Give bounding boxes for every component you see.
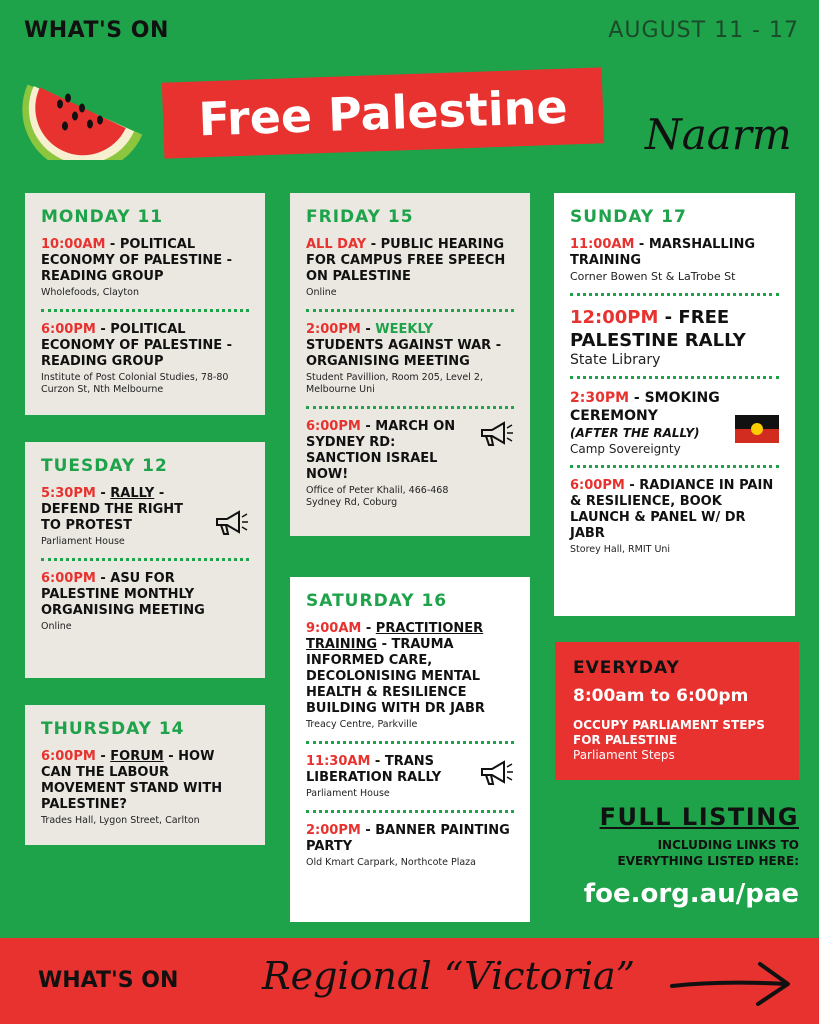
full-listing-sub1: INCLUDING LINKS TO	[657, 838, 799, 852]
full-listing-heading: FULL LISTING	[599, 803, 799, 831]
sunday-card	[554, 193, 795, 616]
day-heading: SUNDAY 17	[570, 207, 687, 227]
event-time: 2:00PM	[306, 823, 361, 838]
event-time: 5:30PM	[41, 486, 96, 501]
event-time: 2:30PM	[570, 390, 630, 406]
event-time: 6:00PM	[570, 478, 625, 493]
event-item	[570, 306, 779, 379]
megaphone-icon	[478, 419, 514, 449]
event-location: Old Kmart Carpark, Northcote Plaza	[306, 857, 476, 868]
monday-card	[25, 193, 265, 415]
day-heading: TUESDAY 12	[41, 456, 168, 476]
event-time: 6:00PM	[306, 419, 361, 434]
event-time: 9:00AM	[306, 621, 362, 636]
event-item	[41, 322, 249, 396]
event-item	[41, 749, 249, 827]
whats-on-label: WHAT'S ON	[24, 18, 169, 43]
friday-card	[290, 193, 530, 536]
event-location: Online	[41, 621, 72, 632]
event-item	[41, 237, 249, 312]
event-time: 12:00PM	[570, 307, 659, 328]
event-location: Parliament House	[306, 788, 390, 799]
event-title: - RADIANCE IN PAIN & RESILIENCE, BOOK LAUNCH & PANEL W/ DR JABR	[570, 478, 774, 541]
event-location: Corner Bowen St & LaTrobe St	[570, 270, 736, 283]
event-item	[570, 389, 779, 468]
arrow-right-icon	[668, 958, 794, 1010]
event-location: Treacy Centre, Parkville	[306, 719, 418, 730]
event-location: Office of Peter Khalil, 466-468 Sydney Rd, Coburg	[306, 485, 449, 508]
title-banner	[162, 67, 604, 158]
everyday-event: OCCUPY PARLIAMENT STEPS FOR PALESTINE	[573, 718, 765, 747]
event-title: - HOW CAN THE LABOUR MOVEMENT STAND WITH PALESTINE?	[41, 749, 223, 812]
date-range: AUGUST 11 - 17	[608, 18, 799, 43]
event-separator: -	[95, 749, 111, 764]
event-separator: -	[361, 621, 376, 636]
event-time: 2:00PM	[306, 322, 361, 337]
footer-bar	[0, 938, 819, 1024]
day-heading: SATURDAY 16	[306, 591, 448, 611]
event-title: - SMOKING CEREMONY	[570, 390, 720, 424]
event-item	[41, 486, 249, 561]
event-title: - ASU FOR PALESTINE MONTHLY ORGANISING MEETING	[41, 571, 205, 618]
event-title: STUDENTS AGAINST WAR - ORGANISING MEETING	[306, 338, 502, 369]
event-time: 6:00PM	[41, 749, 96, 764]
event-type: PRACTITIONER TRAINING	[306, 621, 484, 652]
event-title: - TRAUMA INFORMED CARE, DECOLONISING MENTAL HEALTH & RESILIENCE BUILDING WITH DR JABR	[306, 637, 485, 716]
event-time: 6:00PM	[41, 571, 96, 586]
event-type: FORUM	[110, 749, 164, 764]
footer-whats-on: WHAT'S ON	[38, 968, 179, 993]
event-time: ALL DAY	[306, 237, 367, 252]
event-location: Storey Hall, RMIT Uni	[570, 544, 671, 555]
event-title: - BANNER PAINTING PARTY	[306, 823, 510, 854]
event-item	[306, 322, 514, 409]
saturday-card	[290, 577, 530, 922]
event-title: - PUBLIC HEARING FOR CAMPUS FREE SPEECH ON PALESTINE	[306, 237, 506, 284]
event-item	[306, 754, 514, 813]
listing-url[interactable]: foe.org.au/pae	[583, 879, 799, 909]
event-location: Trades Hall, Lygon Street, Carlton	[41, 815, 200, 826]
event-title: - DEFEND THE RIGHT TO PROTEST	[41, 486, 184, 533]
event-title: - MARSHALLING TRAINING	[570, 237, 756, 268]
event-separator: -	[95, 486, 111, 501]
day-heading: MONDAY 11	[41, 207, 164, 227]
event-location: Parliament House	[41, 536, 125, 547]
event-title: - POLITICAL ECONOMY OF PALESTINE - READING GROUP	[41, 237, 233, 284]
event-time: 11:30AM	[306, 754, 371, 769]
megaphone-icon	[478, 758, 514, 788]
event-item	[41, 571, 249, 633]
event-time: 10:00AM	[41, 237, 106, 252]
event-item	[306, 823, 514, 869]
full-listing	[584, 803, 799, 909]
event-type: RALLY	[110, 486, 155, 501]
page-title: Free Palestine	[197, 79, 569, 147]
watermelon-icon	[20, 60, 145, 160]
event-item	[570, 478, 779, 556]
event-location: Student Pavillion, Room 205, Level 2, Melbourne Uni	[306, 372, 483, 395]
event-time: 11:00AM	[570, 237, 635, 252]
everyday-location: Parliament Steps	[573, 748, 675, 762]
event-location: Wholefoods, Clayton	[41, 287, 139, 298]
event-item	[570, 237, 779, 296]
event-title: - FREE PALESTINE RALLY	[570, 307, 746, 351]
day-heading: FRIDAY 15	[306, 207, 414, 227]
event-location: Institute of Post Colonial Studies, 78-80 Curzon St, Nth Melbourne	[41, 372, 229, 395]
megaphone-icon	[213, 508, 249, 538]
city-name: Naarm	[645, 110, 792, 159]
event-time: 6:00PM	[41, 322, 96, 337]
tuesday-card	[25, 442, 265, 678]
full-listing-sub2: EVERYTHING LISTED HERE:	[617, 854, 799, 868]
event-title: - POLITICAL ECONOMY OF PALESTINE - READING GROUP	[41, 322, 233, 369]
day-heading: THURSDAY 14	[41, 719, 185, 739]
event-frequency: WEEKLY	[375, 322, 434, 337]
event-title: - MARCH ON SYDNEY RD: SANCTION ISRAEL NOW!	[306, 419, 456, 482]
event-location: State Library	[570, 352, 661, 368]
event-note: (AFTER THE RALLY)	[570, 426, 700, 440]
event-title: - TRANS LIBERATION RALLY	[306, 754, 442, 785]
aboriginal-flag-icon	[735, 415, 779, 443]
everyday-card	[555, 642, 799, 780]
event-item	[306, 621, 514, 744]
event-item	[306, 237, 514, 312]
everyday-time: 8:00am to 6:00pm	[573, 686, 749, 706]
event-location: Online	[306, 287, 337, 298]
event-separator: -	[360, 322, 376, 337]
event-item	[306, 419, 514, 509]
footer-region: Regional “Victoria”	[262, 954, 636, 998]
thursday-card	[25, 705, 265, 845]
everyday-heading: EVERYDAY	[573, 658, 680, 678]
event-location: Camp Sovereignty	[570, 442, 681, 456]
